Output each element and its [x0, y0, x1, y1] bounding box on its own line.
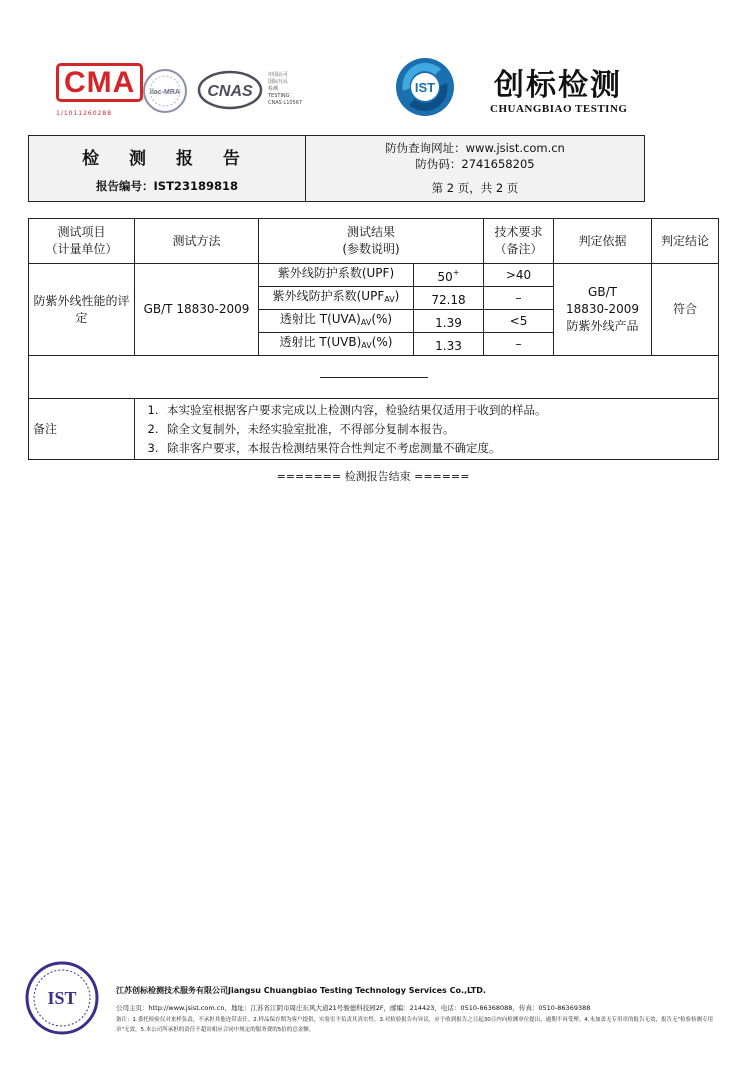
report-number-value: IST23189818 — [153, 179, 238, 193]
value-cell — [414, 310, 484, 333]
cnas-logo — [197, 70, 263, 110]
notes-row — [29, 399, 719, 460]
param-suffix: ) — [394, 289, 400, 303]
note-number: 3. — [147, 440, 159, 455]
table-header-row — [29, 219, 719, 264]
footer-company: 江苏创标检测技术服务有限公司Jiangsu Chuangbiao Testing Technology Services Co.,LTD. — [116, 986, 486, 995]
note-text: 除非客户要求，本报告检测结果符合性判定不考虑测量不确定度。 — [167, 440, 501, 455]
note-number: 2. — [147, 421, 159, 436]
report-number — [29, 178, 305, 194]
cnas-line: CNAS L10567 — [268, 100, 303, 106]
param-subscript: AV — [361, 341, 372, 350]
result-value: 1.39 — [435, 316, 462, 330]
report-title-box — [28, 135, 645, 202]
notes-label: 备注 — [33, 421, 58, 436]
param-suffix: (%) — [371, 312, 393, 326]
verify-url: 防伪查询网址：www.jsist.com.cn — [385, 141, 565, 155]
ilac-label: ilac-MRA — [150, 89, 180, 96]
header-result-label: 测试结果 — [346, 225, 395, 239]
header-result — [259, 219, 484, 264]
notes-list — [135, 399, 719, 460]
basis-line: GB/T — [588, 285, 617, 299]
title-box-right — [306, 136, 644, 201]
cnas-line: TESTING — [268, 93, 290, 99]
header-basis — [554, 219, 652, 264]
blank-divider-line — [320, 377, 428, 378]
note-text: 本实验室根据客户要求完成以上检测内容，检验结果仅适用于收到的样品。 — [167, 402, 547, 417]
brand-name-en: CHUANGBIAO TESTING — [490, 103, 628, 115]
param-cell — [259, 310, 414, 333]
header-basis-label: 判定依据 — [578, 233, 627, 248]
param-name: 透射比 T(UVB) — [279, 335, 362, 349]
cma-logo — [56, 66, 143, 117]
basis-line: 18830-2009 — [565, 302, 640, 316]
param-cell — [259, 287, 414, 310]
requirement-cell — [484, 333, 554, 356]
param-name: 紫外线防护系数(UPF) — [277, 266, 395, 280]
param-name: 透射比 T(UVA) — [279, 312, 361, 326]
result-value: 72.18 — [431, 293, 466, 307]
value-cell — [414, 264, 484, 287]
value-cell — [414, 287, 484, 310]
param-cell — [259, 264, 414, 287]
basis-line: 防紫外线产品 — [566, 319, 639, 333]
test-item-cell — [29, 264, 135, 356]
blank-row — [29, 356, 719, 399]
title-box-left — [29, 136, 306, 201]
param-suffix: (%) — [371, 335, 393, 349]
note-item — [139, 439, 718, 458]
cnas-line: 国际互认 — [268, 79, 289, 85]
blank-cell — [29, 356, 719, 399]
ist-logo-text: IST — [414, 80, 436, 95]
header-conclusion — [652, 219, 719, 264]
param-cell — [259, 333, 414, 356]
report-title: 检 测 报 告 — [82, 149, 252, 169]
verify-code: 防伪码：2741658205 — [415, 157, 535, 171]
result-value: 50 — [437, 270, 453, 284]
header-method-label: 测试方法 — [172, 233, 221, 248]
footer-notice: 备注：1.委托检验仅对来样负责，不承担其他连带责任。2.样品保存期为客户提供，实验室不负责其真实性。3.对检验报告有异议，应于收到报告之日起30日内向检测单位提出，逾期不再受理。4.未加盖无专用章的报告无效，报告无"检验检测专用章"无效。5.本公司所承担的责任不超出相应合同中规定的服务费的5倍的总金额。 — [116, 1017, 714, 1033]
requirement-value: <5 — [509, 313, 528, 328]
requirement-cell — [484, 287, 554, 310]
conclusion-cell — [652, 264, 719, 356]
result-value: 1.33 — [435, 339, 462, 353]
note-text: 除全文复制外，未经实验室批准，不得部分复制本报告。 — [167, 421, 455, 436]
header-item-label: 测试项目 — [57, 225, 106, 239]
value-cell — [414, 333, 484, 356]
header-conclusion-label: 判定结论 — [660, 233, 709, 248]
test-item: 防紫外线性能的评定 — [33, 293, 130, 325]
method-cell — [135, 264, 259, 356]
brand-name-cn: 创标检测 — [494, 68, 622, 103]
table-row — [29, 264, 719, 287]
basis-cell — [554, 264, 652, 356]
requirement-cell — [484, 310, 554, 333]
header-item — [29, 219, 135, 264]
page-info: 第 2 页，共 2 页 — [431, 181, 519, 195]
header-requirement — [484, 219, 554, 264]
cma-number: 1/1011260288 — [56, 110, 113, 117]
header-requirement-note: （备注） — [494, 242, 543, 256]
header-requirement-label: 技术要求 — [494, 225, 543, 239]
ist-logo — [393, 55, 457, 119]
cnas-line: 检测 — [268, 86, 279, 92]
cnas-label: CNAS — [207, 83, 253, 100]
requirement-cell — [484, 264, 554, 287]
cma-logo-text: CMA — [56, 63, 143, 102]
ilac-mra-logo — [142, 68, 188, 114]
results-table — [28, 218, 719, 460]
header-result-note: (参数说明) — [342, 242, 400, 256]
requirement-value: – — [515, 336, 522, 351]
report-end-mark: ======= 检测报告结束 ====== — [276, 470, 470, 483]
conclusion-value: 符合 — [672, 302, 697, 316]
note-item — [139, 420, 718, 439]
requirement-value: >40 — [505, 267, 532, 282]
cnas-line: 中国认可 — [268, 72, 289, 78]
cnas-accreditation-text — [268, 72, 302, 107]
footer-contact: 公司主页：http://www.jsist.com.cn，地址：江苏省江阴市周庄东风大道21号骏德科技园2F，邮编：214423，电话：0510-86368088，传真：0510-86369388 — [116, 1004, 591, 1012]
company-seal-icon — [24, 960, 100, 1036]
notes-label-cell — [29, 399, 135, 460]
test-method: GB/T 18830-2009 — [143, 302, 250, 316]
note-item — [139, 401, 718, 420]
param-subscript: AV — [384, 295, 395, 304]
requirement-value: – — [515, 290, 522, 305]
header-method — [135, 219, 259, 264]
result-superscript: + — [452, 268, 460, 277]
param-subscript: AV — [360, 318, 372, 327]
report-number-label: 报告编号： — [96, 179, 154, 193]
note-number: 1. — [147, 402, 159, 417]
header-item-unit: （计量单位） — [45, 242, 118, 256]
param-name: 紫外线防护系数(UPF — [272, 289, 385, 303]
seal-text: IST — [47, 988, 77, 1008]
